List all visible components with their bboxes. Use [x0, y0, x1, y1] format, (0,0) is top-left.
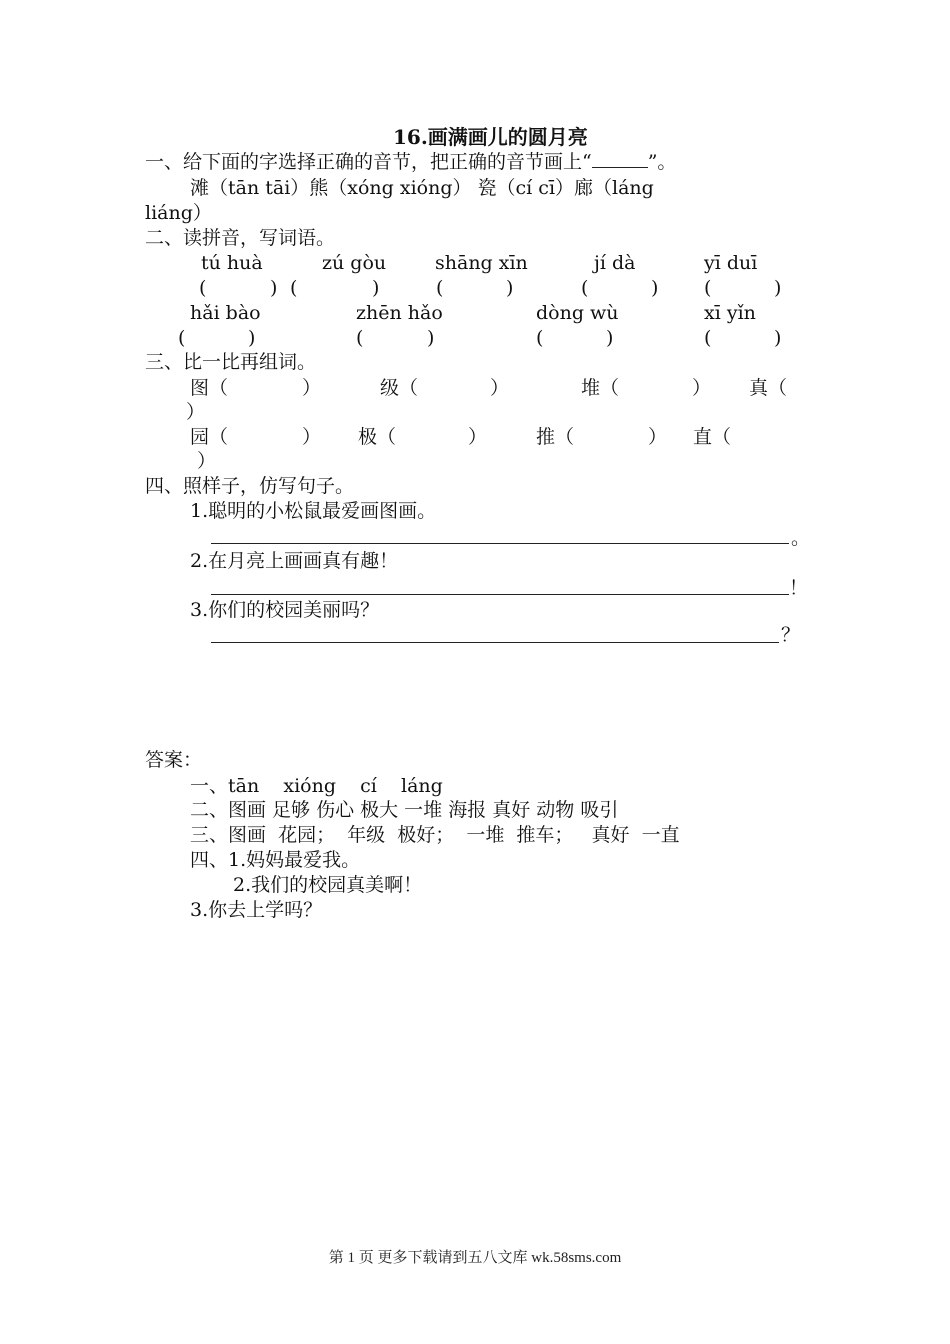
section1-heading: [145, 150, 676, 174]
write-line-end-2: ！: [789, 577, 809, 599]
compare-word-zhen: 真（: [749, 377, 788, 399]
answers-label: 答案：: [145, 749, 203, 771]
pinyin-hai-bao: hǎi bào: [190, 302, 261, 324]
section2-heading: 二、读拼音，写词语。: [145, 227, 336, 249]
answer-line-5: 2.我们的校园真美啊！: [233, 874, 423, 896]
answer-line-3: 三、图画 花园； 年级 极好； 一堆 推车； 真好 一直: [190, 824, 680, 846]
answer-blank-close: ): [651, 277, 659, 299]
section4-heading: 四、照样子，仿写句子。: [145, 475, 355, 497]
pinyin-tu-hua: tú huà: [201, 252, 263, 274]
write-line-end-3: ？: [781, 624, 801, 646]
write-line-3: [211, 642, 779, 643]
answer-line-1: 一、tān xióng cí láng: [190, 775, 443, 797]
compare-close: ）: [302, 426, 322, 448]
page-footer: 第 1 页 更多下载请到五八文库 wk.58sms.com: [328, 1250, 622, 1266]
sentence-sample-3: 3.你们的校园美丽吗？: [190, 599, 380, 621]
underline-mark-sample: [592, 151, 648, 168]
section1-heading-text-b: ”。: [647, 151, 677, 173]
compare-close: ）: [302, 377, 322, 399]
compare-close: ）: [186, 401, 206, 423]
answer-blank-close: ): [270, 277, 278, 299]
answer-blank-open: (: [199, 277, 207, 299]
answer-blank-open: (: [536, 327, 544, 349]
sentence-sample-1: 1.聪明的小松鼠最爱画图画。: [190, 500, 437, 522]
compare-close: ）: [468, 426, 488, 448]
answer-blank-close: ): [774, 277, 782, 299]
section3-heading: 三、比一比再组词。: [145, 351, 317, 373]
pinyin-shang-xin: shāng xīn: [435, 252, 528, 274]
answer-blank-open: (: [704, 277, 712, 299]
compare-word-dui: 堆（: [581, 377, 620, 399]
write-line-1: [211, 543, 789, 544]
compare-word-ji2: 极（: [358, 426, 397, 448]
answer-blank-close: ): [606, 327, 614, 349]
compare-close: ）: [692, 377, 712, 399]
answer-blank-open: (: [436, 277, 444, 299]
answer-line-6: 3.你去上学吗？: [190, 899, 323, 921]
compare-word-yuan: 园（: [190, 426, 229, 448]
pinyin-yi-dui: yī duī: [704, 252, 758, 274]
answer-blank-close: ): [248, 327, 256, 349]
answer-blank-close: ): [506, 277, 514, 299]
write-line-2: [211, 594, 789, 595]
compare-word-zhi: 直（: [693, 426, 732, 448]
answer-blank-close: ): [372, 277, 380, 299]
compare-word-tui: 推（: [536, 426, 575, 448]
answer-blank-open: (: [178, 327, 186, 349]
answer-blank-open: (: [581, 277, 589, 299]
pinyin-zu-gou: zú gòu: [322, 252, 387, 274]
answer-blank-open: (: [290, 277, 298, 299]
answer-blank-close: ): [427, 327, 435, 349]
pinyin-xi-yin: xī yǐn: [704, 302, 756, 324]
section1-heading-text-a: 一、给下面的字选择正确的音节，把正确的音节画上“: [145, 151, 592, 173]
section1-line2: liáng）: [145, 202, 212, 224]
compare-close: ）: [648, 426, 668, 448]
page-title: 16.画满画儿的圆月亮: [393, 125, 588, 149]
compare-word-ji: 级（: [380, 377, 419, 399]
answer-blank-open: (: [356, 327, 364, 349]
compare-word-tu: 图（: [190, 377, 229, 399]
compare-close: ）: [490, 377, 510, 399]
answer-blank-open: (: [704, 327, 712, 349]
compare-close: ）: [197, 450, 217, 472]
write-line-end-1: 。: [791, 527, 811, 549]
sentence-sample-2: 2.在月亮上画画真有趣！: [190, 550, 399, 572]
section1-line1: 滩（tān tāi）熊（xóng xióng） 瓷（cí cī）廊（láng: [190, 177, 654, 199]
answer-blank-close: ): [774, 327, 782, 349]
answer-line-4: 四、1.妈妈最爱我。: [190, 849, 361, 871]
pinyin-dong-wu: dòng wù: [536, 302, 619, 324]
answer-line-2: 二、图画 足够 伤心 极大 一堆 海报 真好 动物 吸引: [190, 799, 619, 821]
pinyin-zhen-hao: zhēn hǎo: [356, 302, 443, 324]
pinyin-ji-da: jí dà: [594, 252, 636, 274]
